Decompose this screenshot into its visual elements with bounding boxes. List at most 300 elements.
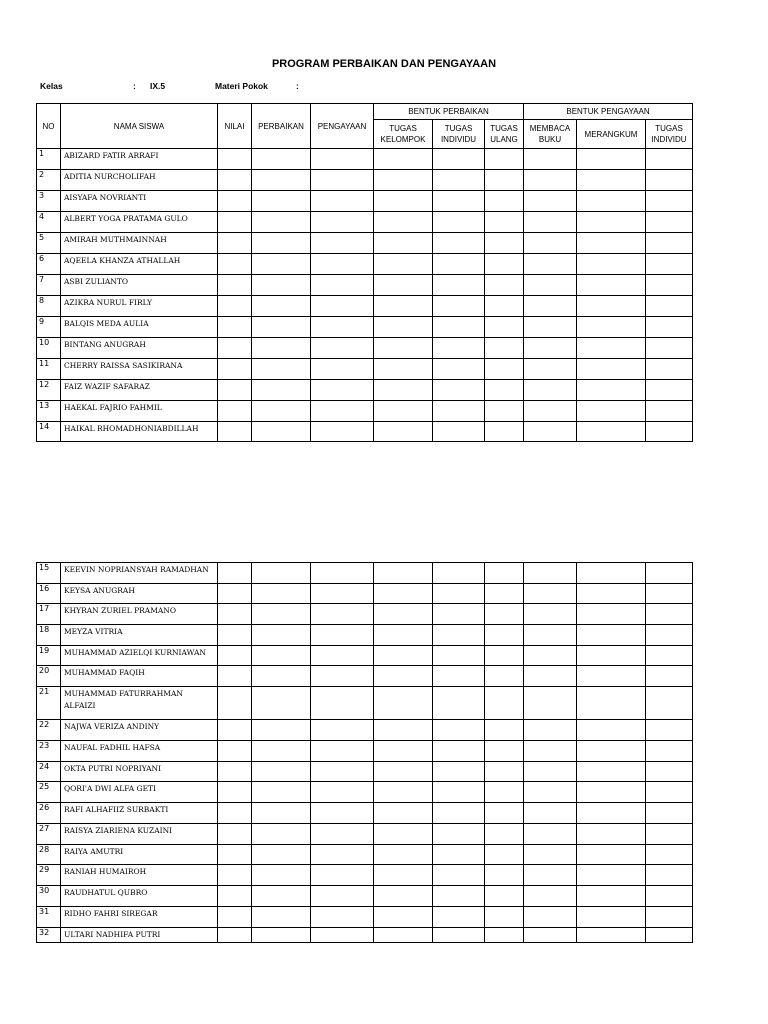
tugas-ulang-cell bbox=[485, 317, 524, 338]
tugas-individu-cell bbox=[433, 296, 485, 317]
nilai-cell bbox=[218, 865, 252, 886]
tugas-kelompok-cell bbox=[374, 338, 433, 359]
nilai-cell bbox=[218, 803, 252, 824]
membaca-buku-cell bbox=[524, 824, 577, 845]
perbaikan-cell bbox=[252, 563, 311, 584]
membaca-buku-cell bbox=[524, 625, 577, 646]
merangkum-cell bbox=[577, 720, 646, 741]
header-nilai: NILAI bbox=[218, 104, 252, 149]
student-name: BALQIS MEDA AULIA bbox=[61, 317, 218, 338]
tugas-individu-pengayaan-cell bbox=[646, 604, 693, 625]
tugas-individu-cell bbox=[433, 928, 485, 943]
merangkum-cell bbox=[577, 380, 646, 401]
pengayaan-cell bbox=[311, 275, 374, 296]
table-row bbox=[37, 149, 693, 170]
tugas-individu-cell bbox=[433, 584, 485, 604]
student-name: NAUFAL FADHIL HAFSA bbox=[61, 741, 218, 762]
header-membaca-buku: MEMBACA BUKU bbox=[524, 120, 577, 149]
tugas-kelompok-cell bbox=[374, 625, 433, 646]
pengayaan-cell bbox=[311, 359, 374, 380]
tugas-kelompok-cell bbox=[374, 741, 433, 762]
tugas-kelompok-cell bbox=[374, 720, 433, 741]
pengayaan-cell bbox=[311, 824, 374, 845]
header-merangkum: MERANGKUM bbox=[577, 120, 646, 149]
tugas-individu-cell bbox=[433, 254, 485, 275]
tugas-individu-cell bbox=[433, 865, 485, 886]
tugas-ulang-cell bbox=[485, 170, 524, 191]
membaca-buku-cell bbox=[524, 865, 577, 886]
student-number: 14 bbox=[37, 422, 61, 442]
tugas-individu-cell bbox=[433, 646, 485, 666]
perbaikan-cell bbox=[252, 380, 311, 401]
kelas-colon: : bbox=[133, 81, 136, 91]
student-name: RAISYA ZIARIENA KUZAINI bbox=[61, 824, 218, 845]
pengayaan-cell bbox=[311, 233, 374, 254]
membaca-buku-cell bbox=[524, 741, 577, 762]
merangkum-cell bbox=[577, 604, 646, 625]
perbaikan-cell bbox=[252, 359, 311, 380]
table-row bbox=[37, 886, 693, 907]
nilai-cell bbox=[218, 275, 252, 296]
perbaikan-cell bbox=[252, 170, 311, 191]
membaca-buku-cell bbox=[524, 233, 577, 254]
student-number: 21 bbox=[37, 687, 61, 720]
nilai-cell bbox=[218, 687, 252, 720]
tugas-ulang-cell bbox=[485, 254, 524, 275]
pengayaan-cell bbox=[311, 907, 374, 928]
tugas-individu-pengayaan-cell bbox=[646, 762, 693, 782]
tugas-kelompok-cell bbox=[374, 886, 433, 907]
tugas-individu-cell bbox=[433, 275, 485, 296]
pengayaan-cell bbox=[311, 625, 374, 646]
table-row bbox=[37, 338, 693, 359]
membaca-buku-cell bbox=[524, 584, 577, 604]
tugas-kelompok-cell bbox=[374, 191, 433, 212]
tugas-individu-pengayaan-cell bbox=[646, 380, 693, 401]
pengayaan-cell bbox=[311, 191, 374, 212]
nilai-cell bbox=[218, 212, 252, 233]
perbaikan-cell bbox=[252, 212, 311, 233]
pengayaan-cell bbox=[311, 338, 374, 359]
student-name: RAUDHATUL QUBRO bbox=[61, 886, 218, 907]
nilai-cell bbox=[218, 646, 252, 666]
tugas-individu-cell bbox=[433, 422, 485, 442]
student-name: HAIKAL RHOMADHONIABDILLAH bbox=[61, 422, 218, 442]
perbaikan-cell bbox=[252, 865, 311, 886]
nilai-cell bbox=[218, 886, 252, 907]
tugas-ulang-cell bbox=[485, 625, 524, 646]
tugas-individu-pengayaan-cell bbox=[646, 275, 693, 296]
merangkum-cell bbox=[577, 296, 646, 317]
student-name: MUHAMMAD AZIELQI KURNIAWAN bbox=[61, 646, 218, 666]
membaca-buku-cell bbox=[524, 359, 577, 380]
student-number: 12 bbox=[37, 380, 61, 401]
table-row bbox=[37, 646, 693, 666]
merangkum-cell bbox=[577, 741, 646, 762]
tugas-ulang-cell bbox=[485, 191, 524, 212]
membaca-buku-cell bbox=[524, 317, 577, 338]
tugas-individu-pengayaan-cell bbox=[646, 191, 693, 212]
student-name: ALBERT YOGA PRATAMA GULO bbox=[61, 212, 218, 233]
student-name: KEYSA ANUGRAH bbox=[61, 584, 218, 604]
merangkum-cell bbox=[577, 687, 646, 720]
student-number: 9 bbox=[37, 317, 61, 338]
tugas-kelompok-cell bbox=[374, 845, 433, 865]
tugas-individu-pengayaan-cell bbox=[646, 845, 693, 865]
merangkum-cell bbox=[577, 865, 646, 886]
table-row bbox=[37, 928, 693, 943]
header-bentuk-perbaikan: BENTUK PERBAIKAN bbox=[374, 104, 524, 120]
merangkum-cell bbox=[577, 422, 646, 442]
table-row bbox=[37, 233, 693, 254]
nilai-cell bbox=[218, 741, 252, 762]
merangkum-cell bbox=[577, 563, 646, 584]
student-number: 17 bbox=[37, 604, 61, 625]
tugas-kelompok-cell bbox=[374, 666, 433, 687]
kelas-label: Kelas bbox=[40, 81, 63, 91]
student-number: 24 bbox=[37, 762, 61, 782]
nilai-cell bbox=[218, 604, 252, 625]
table-row bbox=[37, 907, 693, 928]
student-number: 32 bbox=[37, 928, 61, 943]
tugas-individu-cell bbox=[433, 687, 485, 720]
student-number: 28 bbox=[37, 845, 61, 865]
student-number: 2 bbox=[37, 170, 61, 191]
perbaikan-cell bbox=[252, 191, 311, 212]
tugas-individu-cell bbox=[433, 380, 485, 401]
merangkum-cell bbox=[577, 928, 646, 943]
membaca-buku-cell bbox=[524, 149, 577, 170]
tugas-individu-pengayaan-cell bbox=[646, 803, 693, 824]
tugas-individu-cell bbox=[433, 666, 485, 687]
merangkum-cell bbox=[577, 212, 646, 233]
tugas-kelompok-cell bbox=[374, 401, 433, 422]
tugas-kelompok-cell bbox=[374, 275, 433, 296]
tugas-individu-cell bbox=[433, 845, 485, 865]
tugas-kelompok-cell bbox=[374, 212, 433, 233]
tugas-individu-cell bbox=[433, 824, 485, 845]
table-row bbox=[37, 212, 693, 233]
tugas-ulang-cell bbox=[485, 380, 524, 401]
tugas-individu-pengayaan-cell bbox=[646, 563, 693, 584]
student-number: 27 bbox=[37, 824, 61, 845]
tugas-ulang-cell bbox=[485, 865, 524, 886]
pengayaan-cell bbox=[311, 845, 374, 865]
student-name: QORI'A DWI ALFA GETI bbox=[61, 782, 218, 803]
student-number: 10 bbox=[37, 338, 61, 359]
tugas-individu-pengayaan-cell bbox=[646, 254, 693, 275]
pengayaan-cell bbox=[311, 584, 374, 604]
perbaikan-cell bbox=[252, 254, 311, 275]
nilai-cell bbox=[218, 338, 252, 359]
student-name: HAEKAL FAJRIO FAHMIL bbox=[61, 401, 218, 422]
student-number: 22 bbox=[37, 720, 61, 741]
membaca-buku-cell bbox=[524, 604, 577, 625]
pengayaan-cell bbox=[311, 928, 374, 943]
materi-pokok-colon: : bbox=[296, 81, 299, 91]
perbaikan-cell bbox=[252, 296, 311, 317]
table-row bbox=[37, 845, 693, 865]
tugas-kelompok-cell bbox=[374, 296, 433, 317]
student-number: 20 bbox=[37, 666, 61, 687]
merangkum-cell bbox=[577, 317, 646, 338]
tugas-individu-pengayaan-cell bbox=[646, 338, 693, 359]
pengayaan-cell bbox=[311, 604, 374, 625]
table-row bbox=[37, 824, 693, 845]
pengayaan-cell bbox=[311, 720, 374, 741]
tugas-kelompok-cell bbox=[374, 824, 433, 845]
student-name: AQEELA KHANZA ATHALLAH bbox=[61, 254, 218, 275]
merangkum-cell bbox=[577, 233, 646, 254]
tugas-individu-pengayaan-cell bbox=[646, 625, 693, 646]
pengayaan-cell bbox=[311, 380, 374, 401]
membaca-buku-cell bbox=[524, 380, 577, 401]
nilai-cell bbox=[218, 584, 252, 604]
perbaikan-cell bbox=[252, 907, 311, 928]
pengayaan-cell bbox=[311, 170, 374, 191]
table-row bbox=[37, 401, 693, 422]
table-row bbox=[37, 803, 693, 824]
student-name: OKTA PUTRI NOPRIYANI bbox=[61, 762, 218, 782]
student-name: RAIYA AMUTRI bbox=[61, 845, 218, 865]
table-row bbox=[37, 296, 693, 317]
tugas-kelompok-cell bbox=[374, 254, 433, 275]
tugas-ulang-cell bbox=[485, 646, 524, 666]
perbaikan-cell bbox=[252, 646, 311, 666]
pengayaan-cell bbox=[311, 254, 374, 275]
table-row bbox=[37, 687, 693, 720]
pengayaan-cell bbox=[311, 563, 374, 584]
membaca-buku-cell bbox=[524, 886, 577, 907]
student-number: 25 bbox=[37, 782, 61, 803]
tugas-ulang-cell bbox=[485, 584, 524, 604]
table-row bbox=[37, 720, 693, 741]
student-number: 19 bbox=[37, 646, 61, 666]
merangkum-cell bbox=[577, 359, 646, 380]
tugas-kelompok-cell bbox=[374, 170, 433, 191]
perbaikan-cell bbox=[252, 625, 311, 646]
table-row bbox=[37, 865, 693, 886]
tugas-ulang-cell bbox=[485, 886, 524, 907]
student-number: 15 bbox=[37, 563, 61, 584]
tugas-individu-pengayaan-cell bbox=[646, 233, 693, 254]
tugas-ulang-cell bbox=[485, 296, 524, 317]
tugas-kelompok-cell bbox=[374, 604, 433, 625]
student-name: KEEVIN NOPRIANSYAH RAMADHAN bbox=[61, 563, 218, 584]
pengayaan-cell bbox=[311, 687, 374, 720]
table-row bbox=[37, 563, 693, 584]
pengayaan-cell bbox=[311, 296, 374, 317]
tugas-individu-cell bbox=[433, 625, 485, 646]
student-number: 31 bbox=[37, 907, 61, 928]
student-name: ABIZARD FATIR ARRAFI bbox=[61, 149, 218, 170]
student-name: RANIAH HUMAIROH bbox=[61, 865, 218, 886]
tugas-ulang-cell bbox=[485, 359, 524, 380]
table-row bbox=[37, 741, 693, 762]
nilai-cell bbox=[218, 296, 252, 317]
membaca-buku-cell bbox=[524, 687, 577, 720]
pengayaan-cell bbox=[311, 212, 374, 233]
nilai-cell bbox=[218, 422, 252, 442]
nilai-cell bbox=[218, 401, 252, 422]
merangkum-cell bbox=[577, 170, 646, 191]
membaca-buku-cell bbox=[524, 563, 577, 584]
tugas-kelompok-cell bbox=[374, 359, 433, 380]
nilai-cell bbox=[218, 380, 252, 401]
student-name: ULTARI NADHIFA PUTRI bbox=[61, 928, 218, 943]
pengayaan-cell bbox=[311, 422, 374, 442]
perbaikan-cell bbox=[252, 687, 311, 720]
table-row bbox=[37, 359, 693, 380]
student-number: 26 bbox=[37, 803, 61, 824]
tugas-ulang-cell bbox=[485, 563, 524, 584]
tugas-ulang-cell bbox=[485, 782, 524, 803]
pengayaan-cell bbox=[311, 741, 374, 762]
tugas-kelompok-cell bbox=[374, 782, 433, 803]
perbaikan-cell bbox=[252, 584, 311, 604]
student-number: 18 bbox=[37, 625, 61, 646]
perbaikan-cell bbox=[252, 422, 311, 442]
tugas-kelompok-cell bbox=[374, 762, 433, 782]
pengayaan-cell bbox=[311, 666, 374, 687]
membaca-buku-cell bbox=[524, 401, 577, 422]
tugas-individu-cell bbox=[433, 191, 485, 212]
nilai-cell bbox=[218, 149, 252, 170]
membaca-buku-cell bbox=[524, 907, 577, 928]
table-row bbox=[37, 762, 693, 782]
student-name: ASBI ZULIANTO bbox=[61, 275, 218, 296]
nilai-cell bbox=[218, 170, 252, 191]
tugas-individu-pengayaan-cell bbox=[646, 422, 693, 442]
tugas-ulang-cell bbox=[485, 762, 524, 782]
table-row bbox=[37, 191, 693, 212]
merangkum-cell bbox=[577, 625, 646, 646]
nilai-cell bbox=[218, 782, 252, 803]
tugas-individu-pengayaan-cell bbox=[646, 584, 693, 604]
student-name: RIDHO FAHRI SIREGAR bbox=[61, 907, 218, 928]
nilai-cell bbox=[218, 907, 252, 928]
tugas-individu-cell bbox=[433, 563, 485, 584]
perbaikan-cell bbox=[252, 803, 311, 824]
merangkum-cell bbox=[577, 149, 646, 170]
student-number: 7 bbox=[37, 275, 61, 296]
student-name: NAJWA VERIZA ANDINY bbox=[61, 720, 218, 741]
nilai-cell bbox=[218, 191, 252, 212]
table-row bbox=[37, 170, 693, 191]
tugas-ulang-cell bbox=[485, 928, 524, 943]
tugas-individu-cell bbox=[433, 907, 485, 928]
tugas-individu-cell bbox=[433, 401, 485, 422]
student-number: 5 bbox=[37, 233, 61, 254]
tugas-ulang-cell bbox=[485, 149, 524, 170]
student-number: 16 bbox=[37, 584, 61, 604]
tugas-individu-pengayaan-cell bbox=[646, 907, 693, 928]
perbaikan-cell bbox=[252, 741, 311, 762]
perbaikan-cell bbox=[252, 604, 311, 625]
student-number: 8 bbox=[37, 296, 61, 317]
merangkum-cell bbox=[577, 584, 646, 604]
tugas-individu-pengayaan-cell bbox=[646, 401, 693, 422]
tugas-kelompok-cell bbox=[374, 317, 433, 338]
tugas-individu-cell bbox=[433, 170, 485, 191]
merangkum-cell bbox=[577, 886, 646, 907]
nilai-cell bbox=[218, 359, 252, 380]
merangkum-cell bbox=[577, 275, 646, 296]
tugas-individu-pengayaan-cell bbox=[646, 741, 693, 762]
student-table-page-2 bbox=[36, 562, 693, 943]
student-table-page-1 bbox=[36, 103, 693, 442]
perbaikan-cell bbox=[252, 720, 311, 741]
merangkum-cell bbox=[577, 907, 646, 928]
tugas-individu-cell bbox=[433, 762, 485, 782]
perbaikan-cell bbox=[252, 886, 311, 907]
tugas-individu-pengayaan-cell bbox=[646, 296, 693, 317]
tugas-ulang-cell bbox=[485, 604, 524, 625]
tugas-individu-cell bbox=[433, 886, 485, 907]
header-no: NO bbox=[37, 104, 61, 149]
membaca-buku-cell bbox=[524, 762, 577, 782]
perbaikan-cell bbox=[252, 928, 311, 943]
tugas-kelompok-cell bbox=[374, 149, 433, 170]
materi-pokok-label: Materi Pokok bbox=[215, 81, 268, 91]
nilai-cell bbox=[218, 762, 252, 782]
tugas-individu-pengayaan-cell bbox=[646, 782, 693, 803]
pengayaan-cell bbox=[311, 149, 374, 170]
student-name: RAFI ALHAFIIZ SURBAKTI bbox=[61, 803, 218, 824]
membaca-buku-cell bbox=[524, 212, 577, 233]
tugas-individu-cell bbox=[433, 317, 485, 338]
header-bentuk-pengayaan: BENTUK PENGAYAAN bbox=[524, 104, 693, 120]
student-number: 3 bbox=[37, 191, 61, 212]
membaca-buku-cell bbox=[524, 422, 577, 442]
perbaikan-cell bbox=[252, 762, 311, 782]
student-name: MEYZA VITRIA bbox=[61, 625, 218, 646]
header-tugas-individu-pengayaan: TUGAS INDIVIDU bbox=[646, 120, 693, 149]
tugas-kelompok-cell bbox=[374, 380, 433, 401]
tugas-ulang-cell bbox=[485, 741, 524, 762]
tugas-individu-pengayaan-cell bbox=[646, 824, 693, 845]
tugas-individu-pengayaan-cell bbox=[646, 359, 693, 380]
membaca-buku-cell bbox=[524, 782, 577, 803]
tugas-individu-cell bbox=[433, 720, 485, 741]
student-name: ADITIA NURCHOLIFAH bbox=[61, 170, 218, 191]
perbaikan-cell bbox=[252, 233, 311, 254]
tugas-kelompok-cell bbox=[374, 687, 433, 720]
perbaikan-cell bbox=[252, 401, 311, 422]
tugas-ulang-cell bbox=[485, 720, 524, 741]
nilai-cell bbox=[218, 317, 252, 338]
membaca-buku-cell bbox=[524, 803, 577, 824]
perbaikan-cell bbox=[252, 824, 311, 845]
student-number: 23 bbox=[37, 741, 61, 762]
nilai-cell bbox=[218, 666, 252, 687]
tugas-kelompok-cell bbox=[374, 907, 433, 928]
tugas-individu-pengayaan-cell bbox=[646, 646, 693, 666]
student-name: KHYRAN ZURIEL PRAMANO bbox=[61, 604, 218, 625]
merangkum-cell bbox=[577, 338, 646, 359]
tugas-individu-pengayaan-cell bbox=[646, 687, 693, 720]
tugas-kelompok-cell bbox=[374, 422, 433, 442]
table-row bbox=[37, 254, 693, 275]
kelas-value: IX.5 bbox=[150, 81, 166, 91]
pengayaan-cell bbox=[311, 865, 374, 886]
nilai-cell bbox=[218, 928, 252, 943]
perbaikan-cell bbox=[252, 275, 311, 296]
header-tugas-ulang: TUGAS ULANG bbox=[485, 120, 524, 149]
tugas-kelompok-cell bbox=[374, 803, 433, 824]
tugas-ulang-cell bbox=[485, 275, 524, 296]
header-nama-siswa: NAMA SISWA bbox=[61, 104, 218, 149]
